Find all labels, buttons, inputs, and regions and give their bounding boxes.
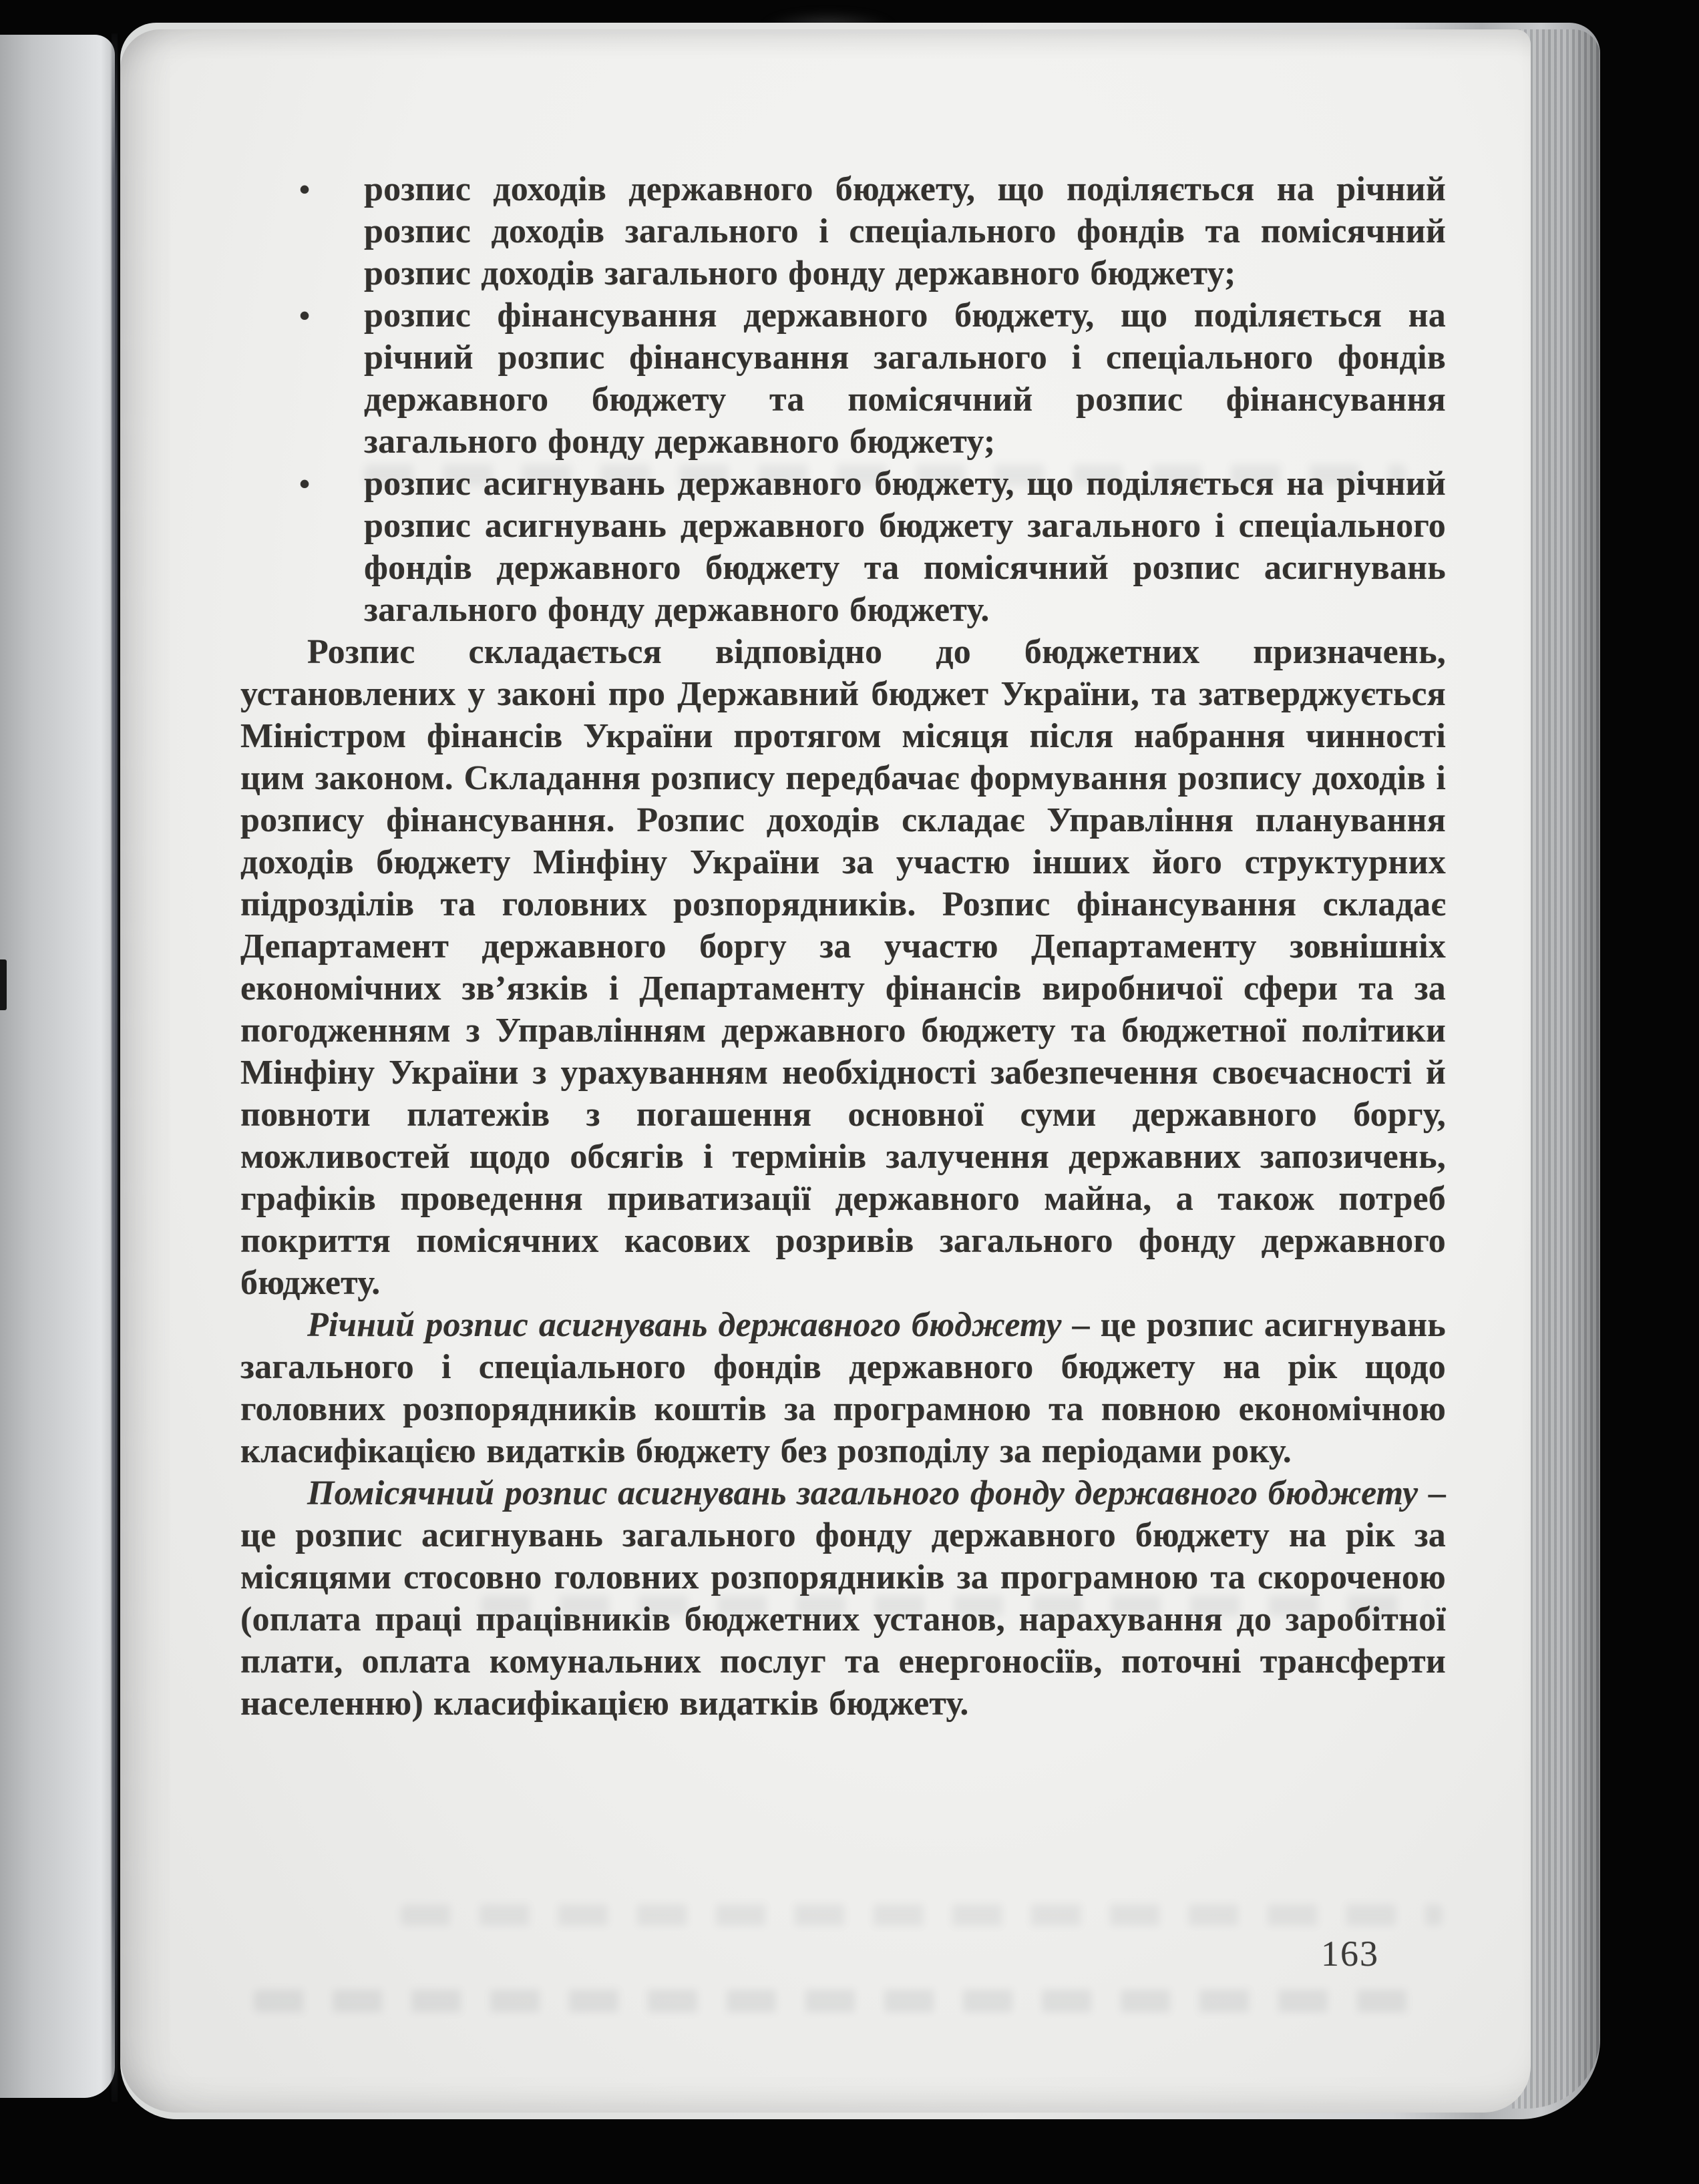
paragraph-text: Розпис складається відповідно до бюджетних призначень, установлених у законі про Державний бюджет України, та затверджується Міністром фінансів України протягом місяця після набрання чинності цим законом. Складання розпису передбачає формування розпису доходів і розпису фінансування. Розпис доходів складає Управління планування доходів бюджету Мінфіну України за участю інших його структурних підрозділів та головних розпорядників. Розпис фінансування складає Департамент державного боргу за участю Департаменту зовнішніх економічних зв’язків і Департаменту фінансів виробничої сфери та за погодженням з Управлінням державного бюджету та бюджетної політики Мінфіну України з урахуванням необхідності забезпечення своєчасності й повноти платежів з погашення основної суми державного боргу, можливостей щодо обсягів і термінів залучення державних запозичень, графіків проведення приватизації державного майна, а також потреб покриття помісячних касових розривів загального фонду державного бюджету. (240, 633, 1446, 1302)
bullet-marker: • (299, 172, 311, 206)
paragraph-lead-italic: Річний розпис асигнувань державного бюджету (307, 1306, 1062, 1344)
bullet-item (240, 294, 1446, 463)
bullet-marker: • (299, 467, 311, 501)
paragraph (240, 631, 1446, 1304)
paragraph-text: – це розпис асигнувань загального фонду державного бюджету на рік за місяцями стосовно головних розпорядників за програмною та скороченою (оплата праці працівників бюджетних установ, нарахування до заробітної плати, оплата комунальних послуг та енергоносіїв, поточні трансферти населенню) класифікацією видатків бюджету. (240, 1474, 1447, 1723)
bullet-text: розпис фінансування державного бюджету, що поділяється на річний розпис фінансування загального і спеціального фондів державного бюджету та помісячний розпис фінансування загального фонду державного бюджету; (364, 296, 1446, 461)
bullet-item (240, 168, 1446, 294)
page-number: 163 (1321, 1934, 1379, 1974)
book-gutter-shadow (112, 33, 118, 2102)
left-page-ink-mark (0, 959, 7, 1010)
bullet-item (240, 463, 1446, 631)
paragraph-lead-italic: Помісячний розпис асигнувань загального фонду державного бюджету (307, 1474, 1419, 1512)
paragraph-text: – це розпис асигнувань загального і спеціального фондів державного бюджету на рік щодо головних розпорядників коштів за програмною та повною економічною класифікацією видатків бюджету без розподілу за періодами року. (240, 1306, 1446, 1470)
bullet-marker: • (299, 298, 311, 333)
bullet-list (240, 168, 1446, 631)
bullet-text: розпис доходів державного бюджету, що поділяється на річний розпис доходів загального і спеціального фондів та помісячний розпис доходів загального фонду державного бюджету; (364, 170, 1446, 292)
bullet-text: розпис асигнувань державного бюджету, що поділяється на річний розпис асигнувань державного бюджету загального і спеціального фондів державного бюджету та помісячний розпис асигнувань загального фонду державного бюджету. (364, 465, 1446, 629)
page-text-column (240, 168, 1446, 1725)
book-page (120, 29, 1531, 2113)
left-page-edge (0, 35, 115, 2098)
paragraph (240, 1304, 1446, 1472)
bleed-through-line (254, 1990, 1416, 2012)
bleed-through-line (401, 1904, 1443, 1926)
paragraph (240, 1472, 1446, 1725)
